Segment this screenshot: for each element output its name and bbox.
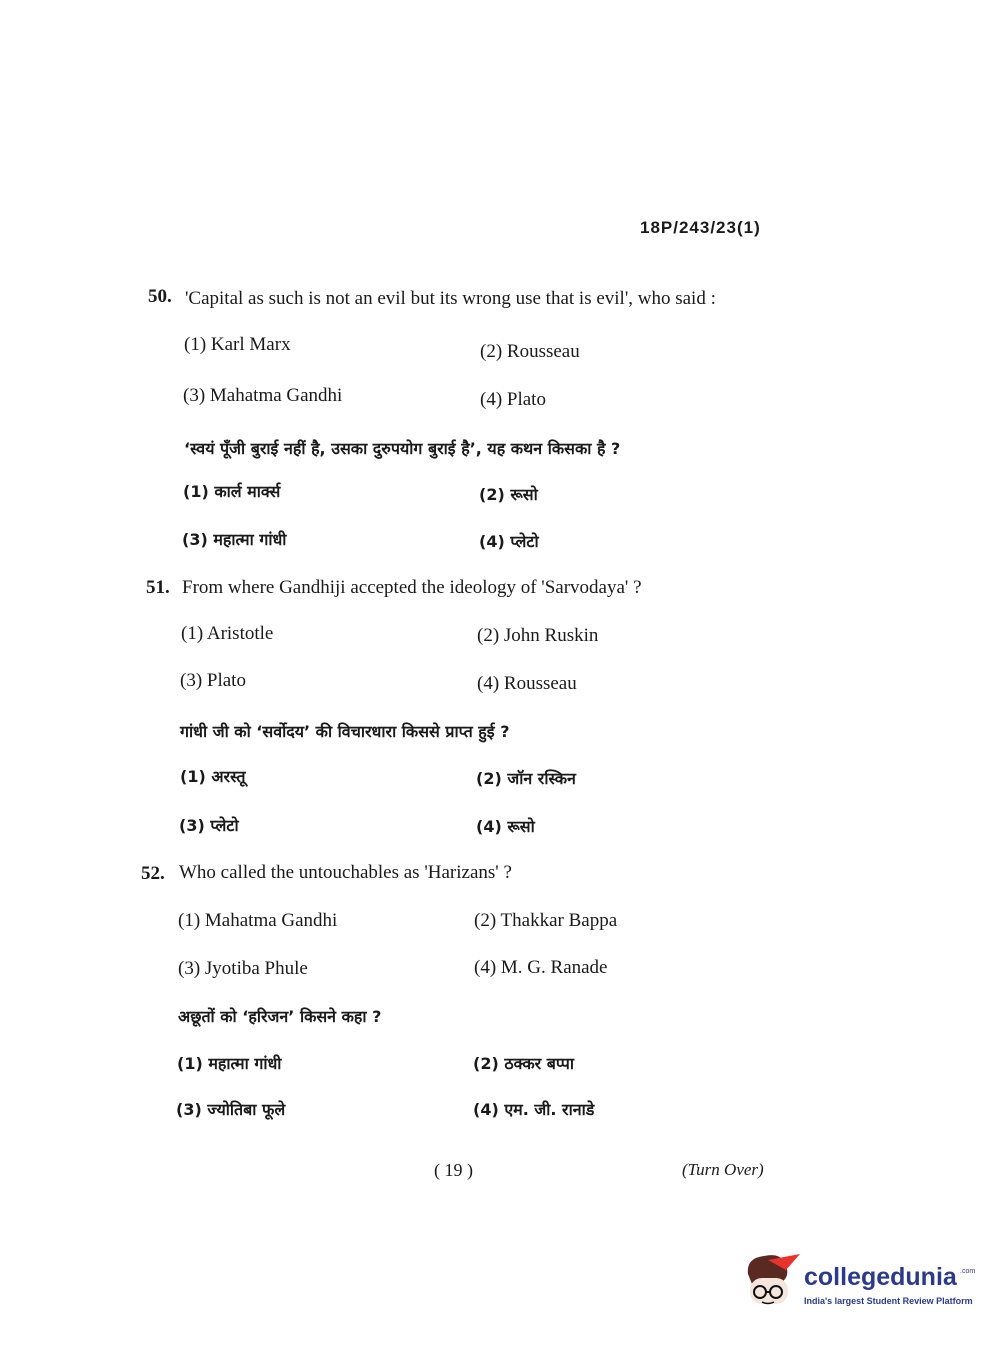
option-en-2: (2) John Ruskin: [477, 625, 599, 646]
option-en-1: (1) Aristotle: [181, 623, 274, 644]
option-en-1: (1) Mahatma Gandhi: [178, 910, 338, 931]
option-hi-3: (3) प्लेटो: [179, 816, 239, 835]
brand-tagline: India's largest Student Review Platform: [804, 1296, 973, 1306]
option-hi-2: (2) रूसो: [479, 485, 538, 504]
question-text-hi: अछूतों को ‘हरिजन’ किसने कहा ?: [178, 1007, 382, 1026]
option-hi-2: (2) ठक्कर बप्पा: [473, 1054, 575, 1073]
question-text-en: Who called the untouchables as 'Harizans' ?: [179, 862, 512, 883]
student-mascot-icon: [742, 1252, 802, 1308]
option-en-4: (4) Rousseau: [477, 673, 577, 694]
option-hi-1: (1) अरस्तू: [180, 767, 246, 786]
question-text-en: 'Capital as such is not an evil but its wrong use that is evil', who said :: [185, 288, 716, 309]
page-number: ( 19 ): [434, 1160, 473, 1180]
option-hi-1: (1) महात्मा गांधी: [177, 1054, 282, 1073]
question-number: 52.: [141, 863, 165, 884]
option-en-4: (4) M. G. Ranade: [474, 957, 608, 978]
question-number: 51.: [146, 577, 170, 598]
question-text-en: From where Gandhiji accepted the ideology of 'Sarvodaya' ?: [182, 577, 642, 598]
option-en-4: (4) Plato: [480, 389, 546, 410]
option-en-1: (1) Karl Marx: [184, 334, 291, 355]
brand-suffix: .com: [960, 1268, 976, 1275]
paper-code: 18P/243/23(1): [640, 218, 761, 237]
question-text-hi: गांधी जी को ‘सर्वोदय’ की विचारधारा किससे प्राप्त हुई ?: [180, 722, 510, 741]
option-en-2: (2) Rousseau: [480, 341, 580, 362]
option-hi-2: (2) जॉन रस्किन: [476, 769, 576, 788]
option-en-3: (3) Mahatma Gandhi: [183, 385, 343, 406]
turn-over-label: (Turn Over): [682, 1160, 764, 1179]
question-number: 50.: [148, 286, 172, 307]
option-en-3: (3) Plato: [180, 670, 246, 691]
option-hi-4: (4) एम. जी. रानाडे: [473, 1100, 595, 1119]
option-en-3: (3) Jyotiba Phule: [178, 958, 308, 979]
option-hi-4: (4) रूसो: [476, 817, 535, 836]
option-hi-1: (1) कार्ल मार्क्स: [183, 482, 281, 501]
option-hi-3: (3) महात्मा गांधी: [182, 530, 287, 549]
option-en-2: (2) Thakkar Bappa: [474, 910, 618, 931]
option-hi-4: (4) प्लेटो: [479, 532, 539, 551]
option-hi-3: (3) ज्योतिबा फूले: [176, 1100, 286, 1119]
question-text-hi: ‘स्वयं पूँजी बुराई नहीं है, उसका दुरुपयोग बुराई है’, यह कथन किसका है ?: [184, 439, 621, 458]
brand-name: collegedunia: [804, 1263, 957, 1291]
